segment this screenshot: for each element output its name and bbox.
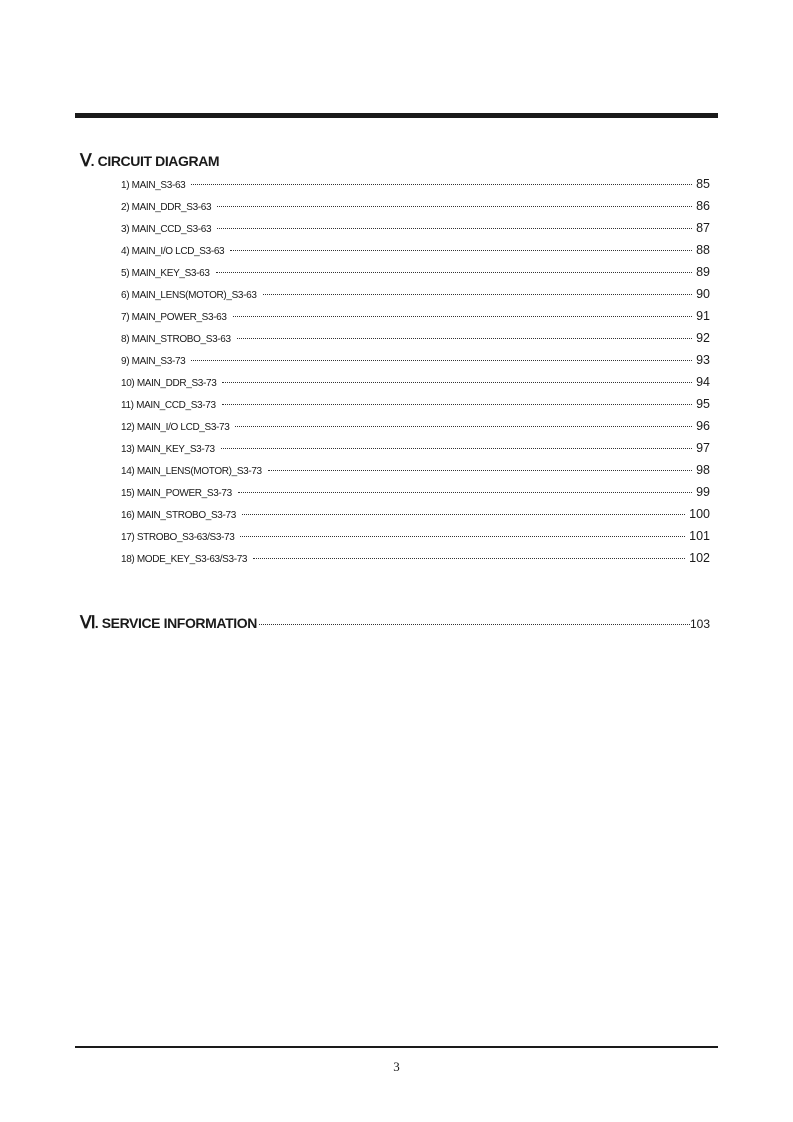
toc-entry[interactable] [121, 503, 710, 525]
dot-leader [235, 426, 692, 427]
toc-entry[interactable] [121, 195, 710, 217]
dot-leader [259, 624, 690, 625]
toc-entry-label: 11) MAIN_CCD_S3-73 [121, 400, 216, 411]
dot-leader [191, 184, 692, 185]
toc-entry-page: 94 [696, 375, 710, 389]
dot-leader [216, 272, 693, 273]
toc-entry-page: 91 [696, 309, 710, 323]
toc-entry-label: 13) MAIN_KEY_S3-73 [121, 444, 215, 455]
dot-leader [237, 338, 692, 339]
toc-entry-page: 99 [696, 485, 710, 499]
header-rule [75, 113, 718, 118]
toc-entry-page: 92 [696, 331, 710, 345]
dot-leader [233, 316, 692, 317]
toc-entry[interactable] [121, 305, 710, 327]
toc-entry-page: 85 [696, 177, 710, 191]
toc-entry-page: 97 [696, 441, 710, 455]
toc-entry-label: 6) MAIN_LENS(MOTOR)_S3-63 [121, 290, 257, 301]
dot-leader [191, 360, 692, 361]
toc-entry-page: 88 [696, 243, 710, 257]
toc-entry-label: 18) MODE_KEY_S3-63/S3-73 [121, 554, 248, 565]
dot-leader [253, 558, 685, 559]
toc-entry-label: 8) MAIN_STROBO_S3-63 [121, 334, 231, 345]
dot-leader [221, 448, 692, 449]
toc-entry-page: 96 [696, 419, 710, 433]
dot-leader [217, 228, 692, 229]
toc-entry[interactable] [121, 525, 710, 547]
toc-entry[interactable] [121, 393, 710, 415]
toc-entry-page: 101 [689, 529, 710, 543]
toc-entry-label: 10) MAIN_DDR_S3-73 [121, 378, 217, 389]
toc-entry-page: 93 [696, 353, 710, 367]
toc-entry[interactable] [121, 415, 710, 437]
toc-entry-label: 17) STROBO_S3-63/S3-73 [121, 532, 235, 543]
toc-entry-page: 86 [696, 199, 710, 213]
dot-leader [222, 404, 692, 405]
toc-entry-label: 16) MAIN_STROBO_S3-73 [121, 510, 236, 521]
dot-leader [263, 294, 693, 295]
toc-entry[interactable] [121, 283, 710, 305]
dot-leader [242, 514, 685, 515]
toc-entry-page: 90 [696, 287, 710, 301]
toc-entry-service-information[interactable] [80, 612, 710, 634]
toc-entry-label: 1) MAIN_S3-63 [121, 180, 186, 191]
toc-entry-page: 102 [689, 551, 710, 565]
toc-entry[interactable] [121, 437, 710, 459]
toc-entry-page: 103 [689, 617, 710, 631]
toc-list-circuit-diagram [121, 173, 710, 569]
dot-leader [217, 206, 692, 207]
section-separator: . [90, 153, 95, 169]
toc-entry-label: 7) MAIN_POWER_S3-63 [121, 312, 227, 323]
toc-entry-label: 14) MAIN_LENS(MOTOR)_S3-73 [121, 466, 262, 477]
toc-entry-page: 98 [696, 463, 710, 477]
section-numeral: Ⅵ [80, 613, 95, 632]
dot-leader [268, 470, 692, 471]
toc-entry-label: 3) MAIN_CCD_S3-63 [121, 224, 212, 235]
dot-leader [240, 536, 685, 537]
toc-entry[interactable] [121, 459, 710, 481]
toc-entry[interactable] [121, 371, 710, 393]
page-number: 3 [393, 1059, 400, 1074]
toc-entry-page: 89 [696, 265, 710, 279]
section-separator: . [94, 615, 99, 631]
toc-entry-label: 5) MAIN_KEY_S3-63 [121, 268, 210, 279]
toc-entry[interactable] [121, 327, 710, 349]
toc-entry-page: 100 [689, 507, 710, 521]
toc-entry-label: 4) MAIN_I/O LCD_S3-63 [121, 246, 225, 257]
dot-leader [238, 492, 692, 493]
footer-rule [75, 1046, 718, 1048]
toc-entry[interactable] [121, 349, 710, 371]
toc-entry-page: 95 [696, 397, 710, 411]
toc-entry-page: 87 [696, 221, 710, 235]
section-heading-circuit-diagram[interactable] [80, 151, 219, 171]
toc-entry-label: 9) MAIN_S3-73 [121, 356, 186, 367]
toc-entry[interactable] [121, 261, 710, 283]
toc-entry-label: 15) MAIN_POWER_S3-73 [121, 488, 232, 499]
dot-leader [230, 250, 692, 251]
section-title: SERVICE INFORMATION [101, 615, 257, 631]
section-numeral: Ⅴ [80, 151, 91, 170]
dot-leader [222, 382, 692, 383]
section-title: CIRCUIT DIAGRAM [97, 153, 220, 169]
toc-entry[interactable] [121, 547, 710, 569]
toc-entry[interactable] [121, 217, 710, 239]
toc-entry-label: 12) MAIN_I/O LCD_S3-73 [121, 422, 230, 433]
toc-entry-label: 2) MAIN_DDR_S3-63 [121, 202, 212, 213]
toc-entry[interactable] [121, 239, 710, 261]
toc-entry[interactable] [121, 173, 710, 195]
section-heading-service-information [80, 612, 257, 634]
toc-entry[interactable] [121, 481, 710, 503]
